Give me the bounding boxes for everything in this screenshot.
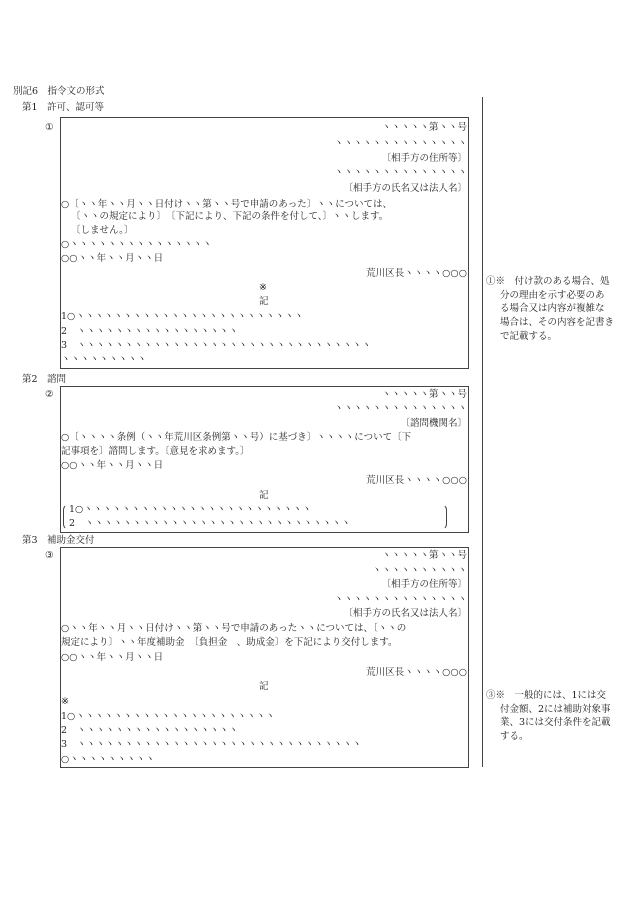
s1-recipient-address: 〔相手方の住所等〕 (381, 153, 467, 164)
section-2-heading: 第2 諮問 (22, 374, 67, 385)
s2-item-1: 1○ヽヽヽヽヽヽヽヽヽヽヽヽヽヽヽヽヽヽヽヽヽヽヽヽ (69, 504, 312, 515)
s3-note-line: 付金額、2には補助対象事 (500, 703, 611, 715)
s2-line: ヽヽヽヽヽヽヽヽヽヽヽヽヽヽ (333, 403, 467, 414)
s1-body-line: 〔しません。〕 (71, 225, 134, 236)
s2-date: ○○ヽヽ年ヽヽ月ヽヽ日 (61, 460, 164, 471)
s3-recipient-name: 〔相手方の氏名又は法人名〕 (343, 608, 467, 619)
s1-ki-heading: 記 (259, 296, 269, 307)
s3-note-line: する。 (500, 731, 529, 743)
s3-signature: 荒川区長ヽヽヽヽ○○○ (366, 667, 467, 678)
s3-note-line: 業、3には交付条件を記載 (500, 717, 611, 729)
s1-line: ヽヽヽヽヽヽヽヽヽヽヽヽヽヽ (333, 138, 467, 149)
s1-line: ヽヽヽヽヽヽヽヽヽヽヽヽヽヽ (333, 167, 467, 178)
s3-document-number: ヽヽヽヽヽ第ヽヽ号 (381, 550, 467, 561)
section-3-marker: ③ (45, 550, 54, 561)
s3-date: ○○ヽヽ年ヽヽ月ヽヽ日 (61, 652, 164, 663)
s1-body-line: ○ヽヽヽヽヽヽヽヽヽヽヽヽヽヽヽ (61, 239, 212, 250)
s2-document-number: ヽヽヽヽヽ第ヽヽ号 (381, 389, 467, 400)
s1-item-3-cont: ヽヽヽヽヽヽヽヽヽ (61, 354, 147, 365)
right-divider (482, 97, 483, 767)
section-2-marker: ② (45, 389, 54, 400)
s3-item-1: 1○ヽヽヽヽヽヽヽヽヽヽヽヽヽヽヽヽヽヽヽヽヽ (61, 711, 275, 722)
s1-document-number: ヽヽヽヽヽ第ヽヽ号 (381, 122, 467, 133)
section-1-heading: 第1 許可、認可等 (22, 102, 105, 113)
s3-ki-heading: 記 (259, 681, 269, 692)
s1-date: ○○ヽヽ年ヽヽ月ヽヽ日 (61, 253, 164, 264)
section-1-note (486, 275, 628, 344)
s2-advisory-body: 〔諮問機関名〕 (400, 418, 467, 429)
s1-body-line: ○〔ヽヽ年ヽヽ月ヽヽ日付けヽヽ第ヽヽ号で申請のあった〕ヽヽについては、 (61, 199, 393, 210)
s3-item-4: ○ヽヽヽヽヽヽヽヽヽ (61, 754, 155, 765)
s2-signature: 荒川区長ヽヽヽヽ○○○ (366, 475, 467, 486)
s1-note-line: で記載する。 (500, 330, 558, 342)
s3-line: ヽヽヽヽヽヽヽヽヽヽ (371, 565, 467, 576)
s3-reference-mark: ※ (61, 696, 69, 707)
s1-recipient-name: 〔相手方の氏名又は法人名〕 (343, 183, 467, 194)
s1-item-2: 2 ヽヽヽヽヽヽヽヽヽヽヽヽヽヽヽヽヽ (61, 326, 239, 337)
s3-body-line: ○ヽヽ年ヽヽ月ヽヽ日付けヽヽ第ヽヽ号で申請のあったヽヽについては、〔ヽヽの (61, 623, 407, 634)
s3-body-line: 規定により〕ヽヽ年度補助金 〔負担金 、助成金〕を下記により交付します。 (61, 637, 398, 648)
section-3-note (486, 689, 628, 744)
s1-note-line: 分の理由を示す必要のあ (500, 289, 605, 301)
s3-item-2: 2 ヽヽヽヽヽヽヽヽヽヽヽヽヽヽヽヽヽ (61, 725, 239, 736)
s1-note-line: ①※ 付け款のある場合、処 (486, 276, 610, 287)
section-1-marker: ① (45, 122, 54, 133)
s3-item-3: 3 ヽヽヽヽヽヽヽヽヽヽヽヽヽヽヽヽヽヽヽヽヽヽヽヽヽヽヽヽヽヽ (61, 739, 362, 750)
s1-note-line: る場合又は内容が複雑な (500, 303, 605, 315)
s1-body-line: 〔ヽヽの規定により〕 〔下記により、下記の条件を付して、〕ヽヽします。 (71, 211, 389, 222)
s1-item-3: 3 ヽヽヽヽヽヽヽヽヽヽヽヽヽヽヽヽヽヽヽヽヽヽヽヽヽヽヽヽヽヽヽ (61, 340, 372, 351)
s2-body-line: ○〔ヽヽヽヽ条例（ヽヽ年荒川区条例第ヽヽ号）に基づき〕ヽヽヽヽについて〔下 (61, 432, 412, 443)
s3-note-line: ③※ 一般的には、1には交 (486, 690, 607, 701)
s2-ki-heading: 記 (259, 490, 269, 501)
s1-item-1: 1○ヽヽヽヽヽヽヽヽヽヽヽヽヽヽヽヽヽヽヽヽヽヽヽヽ (61, 311, 304, 322)
s1-note-line: 場合は、その内容を記書き (500, 317, 615, 329)
s1-signature: 荒川区長ヽヽヽヽ○○○ (366, 268, 467, 279)
s3-line: ヽヽヽヽヽヽヽヽヽヽヽヽヽヽ (333, 594, 467, 605)
s1-reference-mark: ※ (259, 282, 267, 293)
document-title: 別記6 指令文の形式 (13, 86, 105, 97)
s3-recipient-address: 〔相手方の住所等〕 (381, 579, 467, 590)
s2-body-line: 記事項を〕諮問します。〔意見を求めます。〕 (61, 446, 250, 457)
s2-item-2: 2 ヽヽヽヽヽヽヽヽヽヽヽヽヽヽヽヽヽヽヽヽヽヽヽヽヽヽヽヽ (69, 518, 351, 529)
section-3-heading: 第3 補助金交付 (22, 535, 95, 546)
